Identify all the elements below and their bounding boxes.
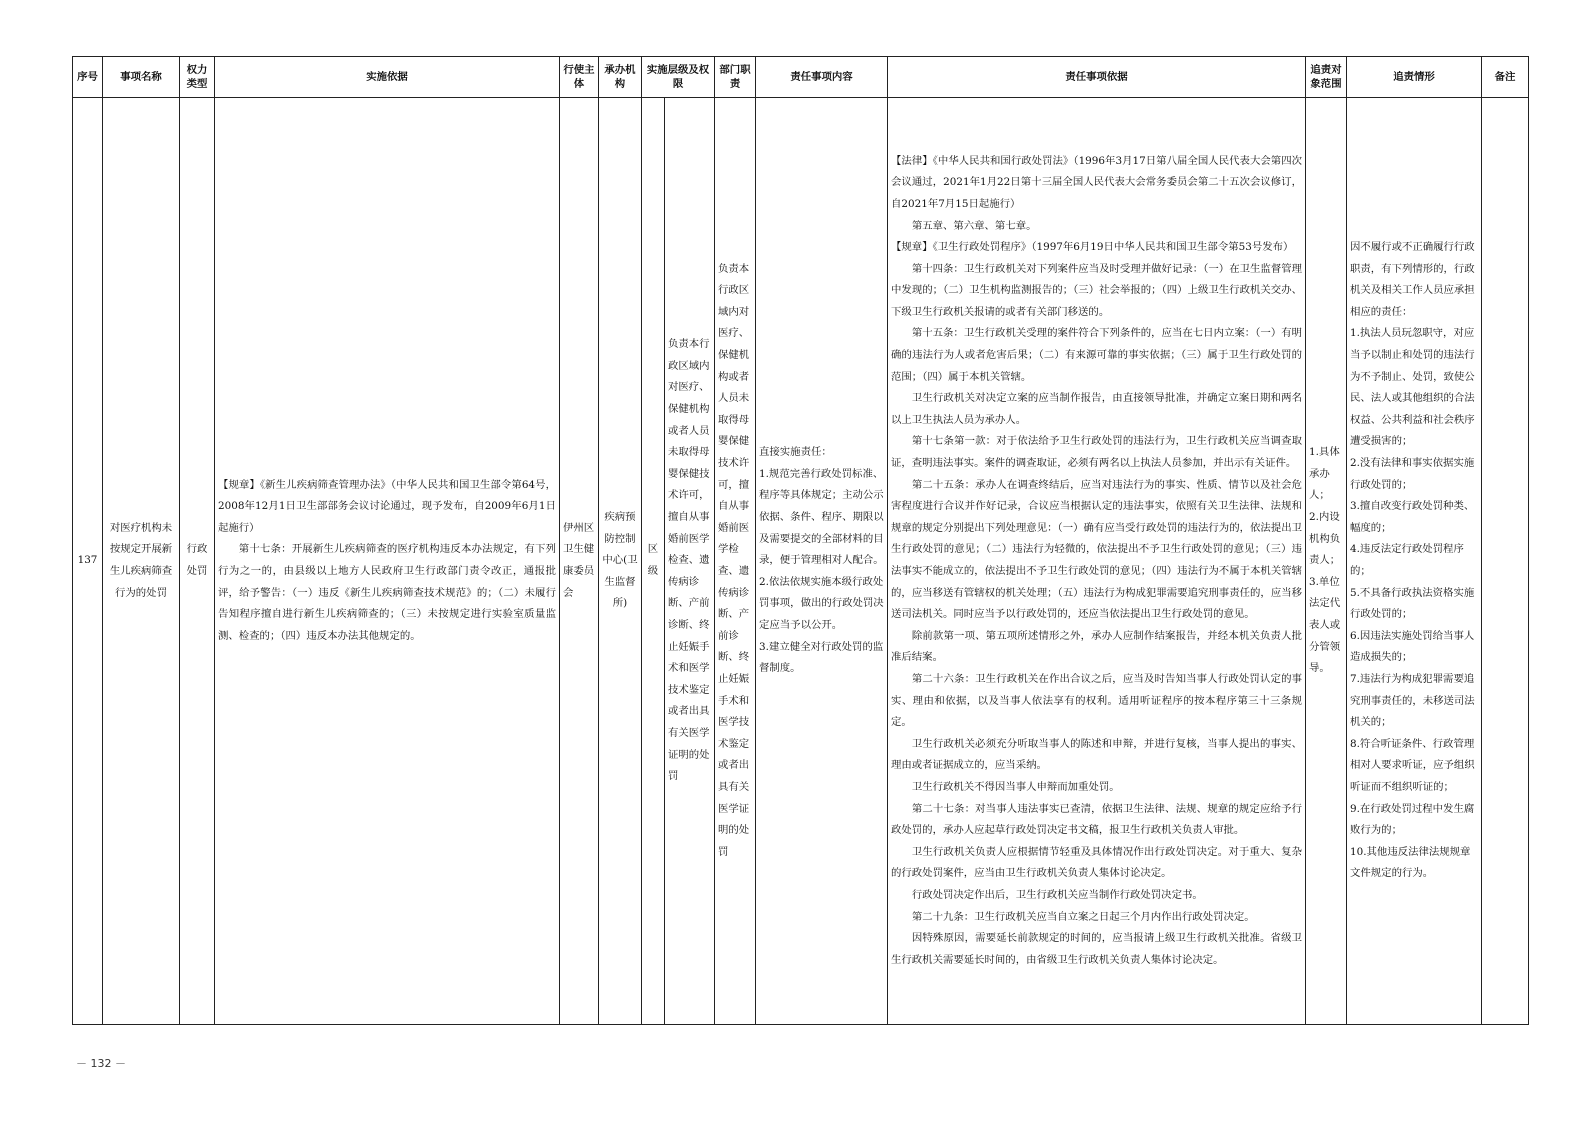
resp-basis-paragraph: 因特殊原因，需要延长前款规定的时间的，应当报请上级卫生行政机关批准。省级卫生行政机关需要延长时间的，由省级卫生行政机关负责人集体讨论决定。 bbox=[891, 932, 1303, 966]
resp-basis-paragraph: 行政处罚决定作出后，卫生行政机关应当制作行政处罚决定书。 bbox=[911, 888, 1203, 901]
resp-basis-paragraph: 除前款第一项、第五项所述情形之外，承办人应制作结案报告，并经本机关负责人批准后结案。 bbox=[891, 629, 1303, 664]
resp-basis-paragraph: 【规章】《卫生行政处罚程序》（1997年6月19日中华人民共和国卫生部令第53号发布） bbox=[891, 241, 1294, 254]
resp-content-line: 2.依法依规实施本级行政处罚事项，做出的行政处罚决定应当予以公开。 bbox=[759, 575, 884, 631]
header-power-type: 权力类型 bbox=[180, 57, 215, 98]
cell-level: 区级 bbox=[642, 98, 665, 1025]
cell-resp-content bbox=[756, 98, 888, 1025]
resp-basis-paragraph: 第十七条第一款：对于依法给予卫生行政处罚的违法行为，卫生行政机关应当调查取证，查明违法事实。案件的调查取证，必须有两名以上执法人员参加，并出示有关证件。 bbox=[891, 435, 1303, 470]
resp-basis-paragraph: 第十五条：卫生行政机关受理的案件符合下列条件的，应当在七日内立案：（一）有明确的违法行为人或者危害后果；（二）有来源可靠的事实依据；（三）属于卫生行政处罚的范围；（四）属于本机关管辖。 bbox=[891, 327, 1303, 383]
header-seq: 序号 bbox=[73, 57, 103, 98]
circumstance-line: 9.在行政处罚过程中发生腐败行为的； bbox=[1350, 802, 1475, 837]
cell-agency: 疾病预防控制中心(卫生监督所) bbox=[599, 98, 642, 1025]
header-scope: 追责对象范围 bbox=[1306, 57, 1347, 98]
circumstance-line: 3.擅自改变行政处罚种类、幅度的； bbox=[1350, 500, 1475, 534]
header-circumstances: 追责情形 bbox=[1347, 57, 1482, 98]
circumstance-line: 8.符合听证条件、行政管理相对人要求听证，应予组织听证而不组织听证的； bbox=[1350, 737, 1475, 793]
resp-basis-paragraph: 第二十九条：卫生行政机关应当自立案之日起三个月内作出行政处罚决定。 bbox=[911, 910, 1255, 923]
page-number: － 132 － bbox=[76, 1057, 126, 1070]
circumstance-line: 因不履行或不正确履行行政职责，有下列情形的，行政机关及相关工作人员应承担相应的责任： bbox=[1350, 241, 1475, 318]
basis-paragraph: 【规章】《新生儿疾病筛查管理办法》（中华人民共和国卫生部令第64号，2008年12月1日卫生部部务会议讨论通过，现予发布，自2009年6月1日起施行） bbox=[218, 478, 556, 534]
header-level: 实施层级及权限 bbox=[642, 57, 715, 98]
resp-basis-paragraph: 第五章、第六章、第七章。 bbox=[911, 219, 1037, 232]
circumstance-line: 6.因违法实施处罚给当事人造成损失的； bbox=[1350, 629, 1475, 664]
basis-paragraph: 第十七条：开展新生儿疾病筛查的医疗机构违反本办法规定，有下列行为之一的，由县级以上地方人民政府卫生行政部门责令改正，通报批评，给予警告：（一）违反《新生儿疾病筛查技术规范》的；（二）未履行告知程序擅自进行新生儿疾病筛查的；（三）未按规定进行实验室质量监测、检查的；（四）违反本办法其他规定的。 bbox=[218, 543, 556, 642]
cell-scope bbox=[1306, 98, 1347, 1025]
resp-basis-paragraph: 第二十五条：承办人在调查终结后，应当对违法行为的事实、性质、情节以及社会危害程度进行合议并作好记录，合议应当根据认定的违法事实，依照有关卫生法律、法规和规章的规定分别提出下列处理意见：（一）确有应当受行政处罚的违法行为的，依法提出卫生行政处罚的意见；（二）违法行为轻微的，依法提出不予卫生行政处罚的意见；（三）违法事实不能成立的，依法提出不予卫生行政处罚的意见；（四）违法行为不属于本机关管辖的，应当移送有管辖权的机关处理；（五）违法行为构成犯罪需要追究刑事责任的，应当移送司法机关。同时应当予以行政处罚的，还应当依法提出卫生行政处罚的意见。 bbox=[891, 478, 1303, 621]
resp-basis-paragraph: 第十四条：卫生行政机关对下列案件应当及时受理并做好记录：（一）在卫生监督管理中发现的；（二）卫生机构监测报告的；（三）社会举报的；（四）上级卫生行政机关交办、下级卫生行政机关报请的或者有关部门移送的。 bbox=[891, 262, 1303, 318]
cell-duty: 负责本行政区域内对医疗、保健机构或者人员未取得母婴保健技术许可，擅自从事婚前医学检查、遗传病诊断、产前诊断、终止妊娠手术和医学技术鉴定或者出具有关医学证明的处罚 bbox=[715, 98, 756, 1025]
table-row bbox=[73, 98, 1529, 1025]
cell-power-type: 行政处罚 bbox=[180, 98, 215, 1025]
resp-content-line: 直接实施责任： bbox=[759, 446, 832, 459]
header-resp-basis: 责任事项依据 bbox=[888, 57, 1306, 98]
resp-basis-paragraph: 卫生行政机关对决定立案的应当制作报告，由直接领导批准，并确定立案日期和两名以上卫生执法人员为承办人。 bbox=[891, 392, 1303, 426]
header-remark: 备注 bbox=[1482, 57, 1529, 98]
circumstance-line: 5.不具备行政执法资格实施行政处罚的； bbox=[1350, 586, 1475, 621]
resp-content-line: 3.建立健全对行政处罚的监督制度。 bbox=[759, 640, 884, 675]
cell-basis bbox=[215, 98, 560, 1025]
circumstance-line: 10.其他违反法律法规规章文件规定的行为。 bbox=[1350, 845, 1471, 880]
cell-subject: 伊州区卫生健康委员会 bbox=[560, 98, 599, 1025]
scope-line: 2.内设机构负责人； bbox=[1309, 511, 1341, 567]
header-basis: 实施依据 bbox=[215, 57, 560, 98]
circumstance-line: 1.执法人员玩忽职守，对应当予以制止和处罚的违法行为不予制止、处罚，致使公民、法人或其他组织的合法权益、公共利益和社会秩序遭受损害的； bbox=[1350, 327, 1475, 448]
resp-basis-paragraph: 第二十七条：对当事人违法事实已查清，依据卫生法律、法规、规章的规定应给予行政处罚的，承办人应起草行政处罚决定书文稿，报卫生行政机关负责人审批。 bbox=[891, 802, 1303, 837]
resp-basis-paragraph: 第二十六条：卫生行政机关在作出合议之后，应当及时告知当事人行政处罚认定的事实、理由和依据，以及当事人依法享有的权利。适用听证程序的按本程序第三十三条规定。 bbox=[891, 672, 1303, 729]
scope-line: 3.单位法定代表人或分管领导。 bbox=[1309, 575, 1341, 675]
circumstance-line: 4.违反法定行政处罚程序的； bbox=[1350, 543, 1464, 577]
header-agency: 承办机构 bbox=[599, 57, 642, 98]
resp-basis-paragraph: 卫生行政机关不得因当事人申辩而加重处罚。 bbox=[911, 780, 1120, 793]
header-subject: 行使主体 bbox=[560, 57, 599, 98]
resp-basis-paragraph: 卫生行政机关负责人应根据情节轻重及具体情况作出行政处罚决定。对于重大、复杂的行政处罚案件，应当由卫生行政机关负责人集体讨论决定。 bbox=[891, 845, 1303, 880]
header-resp-content: 责任事项内容 bbox=[756, 57, 888, 98]
resp-basis-paragraph: 卫生行政机关必须充分听取当事人的陈述和申辩，并进行复核，当事人提出的事实、理由或者证据成立的，应当采纳。 bbox=[891, 737, 1303, 772]
cell-resp-basis bbox=[888, 98, 1306, 1025]
circumstance-line: 7.违法行为构成犯罪需要追究刑事责任的，未移送司法机关的； bbox=[1350, 672, 1475, 729]
responsibility-table bbox=[72, 56, 1529, 1025]
cell-seq: 137 bbox=[73, 98, 103, 1025]
cell-name: 对医疗机构未按规定开展新生儿疾病筛查行为的处罚 bbox=[103, 98, 180, 1025]
cell-level-scope: 负责本行政区域内对医疗、保健机构或者人员未取得母婴保健技术许可，擅自从事婚前医学检查、遗传病诊断、产前诊断、终止妊娠手术和医学技术鉴定或者出具有关医学证明的处罚 bbox=[665, 98, 715, 1025]
resp-content-line: 1.规范完善行政处罚标准、程序等具体规定；主动公示依据、条件、程序、期限以及需要提交的全部材料的目录，便于管理相对人配合。 bbox=[759, 467, 884, 567]
header-row bbox=[73, 57, 1529, 98]
header-name: 事项名称 bbox=[103, 57, 180, 98]
circumstance-line: 2.没有法律和事实依据实施行政处罚的； bbox=[1350, 457, 1475, 491]
resp-basis-paragraph: 【法律】《中华人民共和国行政处罚法》（1996年3月17日第八届全国人民代表大会第四次会议通过，2021年1月22日第十三届全国人民代表大会常务委员会第二十五次会议修订，自2021年7月15日起施行） bbox=[891, 154, 1303, 210]
header-duty: 部门职责 bbox=[715, 57, 756, 98]
scope-line: 1.具体承办人； bbox=[1309, 446, 1340, 502]
cell-circumstances bbox=[1347, 98, 1482, 1025]
cell-remark bbox=[1482, 98, 1529, 1025]
